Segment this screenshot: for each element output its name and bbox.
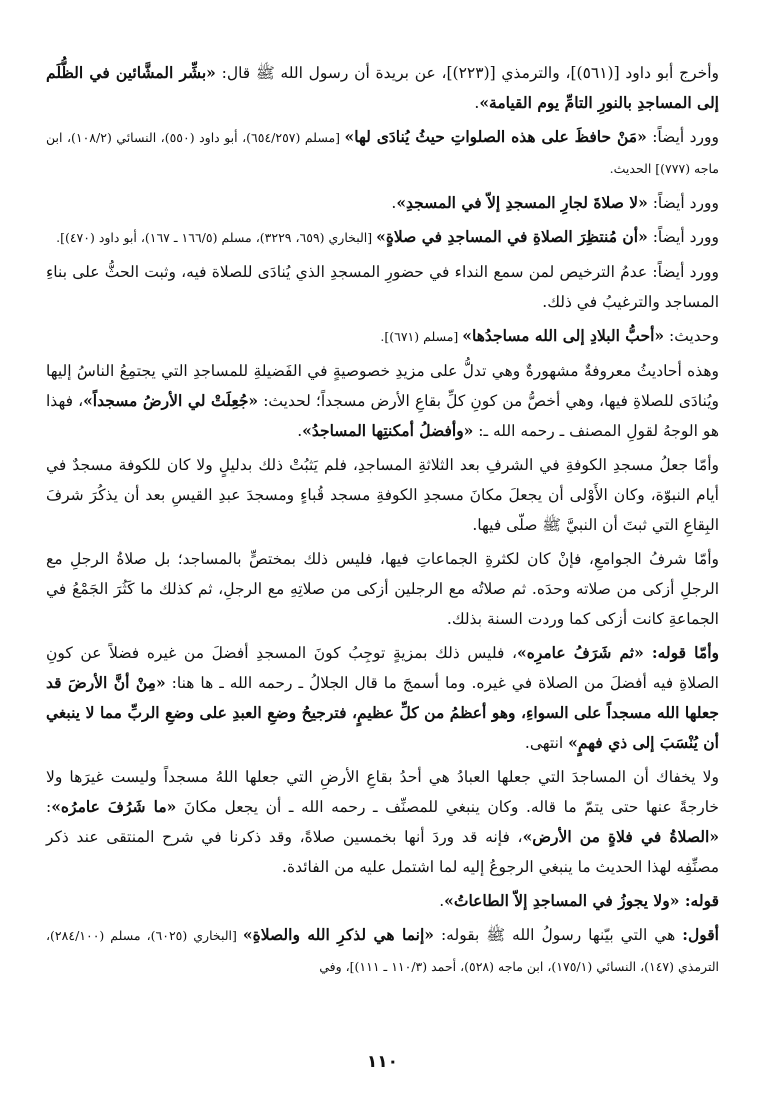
text-run: هي التي بيّنها رسولُ الله ﷺ بقوله:	[434, 926, 683, 944]
text-run: وأمّا جعلُ مسجدِ الكوفةِ في الشرفِ بعد الثلاثةِ المساجدِ، فلم يَثبُتْ ذلك بدليلٍ ولا كان للكوفة مسجدٌ في أيام النبوّة، وكان الأَوْلى أن يجعلَ مكانَ مسجدِ الكوفةِ مسجد قُباءٍ ومسجدَ عبدِ القيسِ بعد أن يذكُرَ شرفَ البِقاعِ التي ثبتَ أن النبيَّ ﷺ صلّى فيها.	[46, 456, 719, 534]
bold-quote: «مِنْ أنَّ الأرضَ قد جعلها الله مسجداً على السواءِ، وهو أعظمُ من كلِّ عظيمٍ، فترجيحُ وضعِ العبدِ على وضعِ الربِّ مما لا ينبغي أن يُنْسَبَ إلى ذي فهمٍ»	[46, 673, 719, 752]
text-run: وحديث:	[664, 327, 719, 345]
text-run: ، فهذا هو الوجهُ لقولِ المصنف ـ رحمه الله ـ:	[46, 392, 719, 440]
text-run: :	[46, 798, 52, 816]
text-run: انتهى.	[524, 734, 569, 752]
paragraph	[46, 58, 719, 118]
bold-quote: «أن مُنتظِرَ الصلاةِ في المساجدِ في صلاةٍ»	[376, 227, 648, 246]
text-run: .	[439, 892, 445, 910]
text-run: وأمّا شرفُ الجوامعِ، فإنْ كان لكثرةِ الجماعاتِ فيها، فليس ذلك بمختصٍّ بالمساجد؛ بل صلاةُ الرجلِ مع الرجلِ أزكى من صلاته وحدَه. ثم صلاتُه مع الرجلين أزكى من صلاتِهِ مع الرجلِ، ثم كذلك ما كَثُرَ الجَمْعُ في الجماعةِ كانت أزكى كما وردت السنة بذلك.	[46, 550, 719, 628]
text-run: ، فإنه قد وردَ أنها بخمسين صلاةً، وقد ذكرنا في شرح المنتقى عند ذكر مصنِّفِه لهذا الحديث ما ينبغي الرجوعُ إليه لما اشتمل عليه من الفائدة.	[46, 828, 719, 876]
text-run: وهذه أحاديثُ معروفةٌ مشهورةٌ وهي تدلُّ على مزيدِ خصوصيةٍ في الفَضيلةِ للمساجدِ التي يجتمِعُ الناسُ إليها ويُنادَى للصلاةِ فيها، وهي أخصُّ من كونِ كلِّ بقاعِ الأرض مسجداً؛ لحديث:	[46, 362, 719, 410]
paragraph	[46, 321, 719, 352]
text-run: وورد أيضاً:	[647, 194, 719, 212]
bold-quote: قوله: «ولا يجوزُ في المساجدِ إلاّ الطاعاتُ»	[444, 891, 719, 910]
bold-quote: «بشِّر المشَّائين في الظُّلَم إلى المساجدِ بالنورِ التامِّ يوم القيامة»	[46, 63, 719, 112]
bold-quote: أقول:	[682, 925, 719, 944]
bold-quote: «مَنْ حافظَ على هذه الصلواتِ حيثُ يُنادَى لها»	[344, 127, 647, 146]
text-run: .	[391, 194, 397, 212]
paragraph	[46, 886, 719, 916]
paragraph	[46, 544, 719, 634]
bold-quote: «ما شَرُفَ عامرُه»	[51, 797, 177, 816]
bold-quote: «جُعِلَتْ لي الأرضُ مسجداً»	[83, 391, 259, 410]
paragraph	[46, 762, 719, 882]
paragraph	[46, 188, 719, 218]
text-run: .	[474, 94, 480, 112]
body-text	[46, 58, 719, 982]
paragraph	[46, 222, 719, 253]
text-run: وأخرج أبو داود [(٥٦١)]، والترمذي [(٢٢٣)]، عن بريدة أن رسول الله ﷺ قال:	[215, 64, 720, 82]
bold-quote: «إنما هي لذكرِ الله والصلاةِ»	[242, 925, 434, 944]
paragraph	[46, 920, 719, 982]
paragraph	[46, 450, 719, 540]
citation-text: [مسلم (٦٧١)].	[380, 329, 463, 344]
citation-text: [البخاري (٦٥٩، ٣٢٢٩)، مسلم (١٦٦/٥ ـ ١٦٧)، أبو داود (٤٧٠)].	[56, 230, 377, 245]
text-run: وورد أيضاً: عدمُ الترخيص لمن سمع النداء في حضورِ المسجدِ الذي يُنادَى للصلاة فيه، وثبت الحثُّ على بناءِ المساجد والترغيبُ في ذلك.	[46, 263, 719, 311]
paragraph	[46, 122, 719, 184]
text-run: ولا يخفاك أن المساجدَ التي جعلها العبادُ هي أحدُ بقاعِ الأرضِ التي جعلها اللهُ مسجداً وليست غيرَها ولا خارجةً عنها حتى يتمّ ما قاله. وكان ينبغي للمصنِّف ـ رحمه الله ـ أن يجعل مكانَ	[46, 768, 719, 816]
paragraph	[46, 257, 719, 317]
paragraph	[46, 356, 719, 446]
text-run: وورد أيضاً:	[646, 128, 720, 146]
text-run: وورد أيضاً:	[647, 228, 719, 246]
citation-text: [مسلم (٦٥٤/٢٥٧)، أبو داود (٥٥٠)، النسائي (١٠٨/٢)، ابن ماجه (٧٧٧)] الحديث.	[46, 130, 719, 176]
citation-text: [البخاري (٦٠٢٥)، مسلم (٢٨٤/١٠٠)، الترمذي (١٤٧)، النسائي (١٧٥/١)، ابن ماجه (٥٢٨)، أحمد (١١٠/٣ ـ ١١١)]، وفي	[46, 928, 719, 974]
text-run: ، فليس ذلك بمزيةٍ توجِبُ كونَ المسجدِ أفضلَ من غيره فضلاً عن كونِ الصلاةِ فيه أفضلَ من الصلاة في غيره. وما أسمجَ ما قال الجلالُ ـ رحمه الله ـ ها هنا:	[46, 644, 719, 692]
bold-quote: «أحبُّ البلادِ إلى الله مساجدُها»	[462, 326, 665, 345]
bold-quote: «وأفضلُ أمكنتِها المساجدُ»	[302, 421, 474, 440]
paragraph	[46, 638, 719, 758]
bold-quote: وأمّا قوله: «ثم شَرَفُ عامرِه»	[517, 643, 719, 662]
page-number: ١١٠	[366, 1052, 399, 1072]
bold-quote: «لا صلاةَ لجارِ المسجدِ إلاّ في المسجدِ»	[396, 193, 648, 212]
text-run: .	[297, 422, 303, 440]
bold-quote: «الصلاةُ في فلاةٍ من الأرض»	[522, 827, 720, 846]
